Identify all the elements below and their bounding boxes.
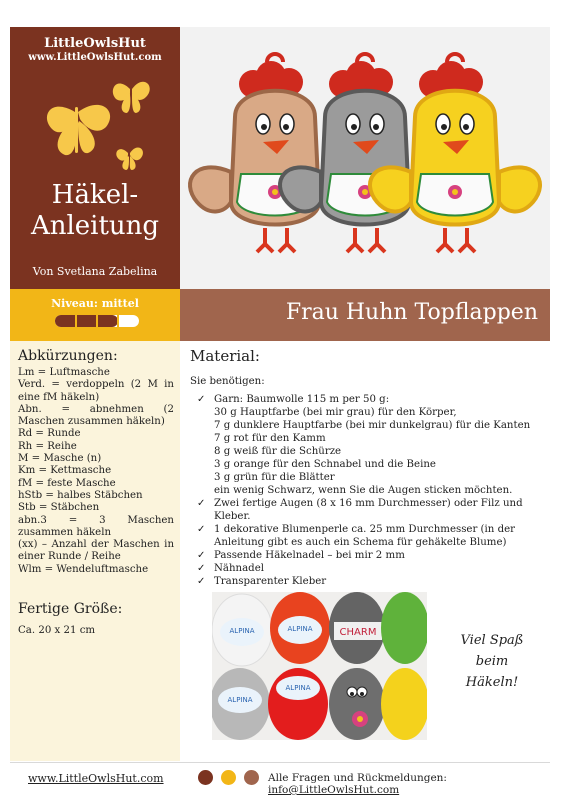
list-item [197, 549, 542, 562]
chicken-potholders-photo [180, 27, 550, 289]
yarn-label: ALPINA [227, 696, 253, 704]
abbreviations-panel [10, 341, 180, 761]
material-item: Zwei fertige Augen (8 x 16 mm Durchmesser) oder Filz und Kleber. [214, 498, 523, 522]
title-line-1: Häkel- [51, 180, 139, 210]
yarn-label: CHARM [339, 627, 377, 638]
yarn-photo [212, 592, 427, 740]
material-heading: Material: [190, 347, 260, 365]
yarn-heading: Garn: Baumwolle 115 m per 50 g: [214, 394, 390, 405]
yarn-label: ALPINA [285, 684, 311, 692]
footer-contact [268, 772, 561, 796]
level-indicator [54, 313, 140, 329]
check-icon: ✓ [197, 394, 206, 405]
list-item: Wlm = Wendeluftmasche [18, 563, 149, 575]
list-item: Lm = Luftmasche [18, 367, 110, 378]
list-item [197, 393, 542, 497]
brand-panel [10, 27, 180, 289]
note-line: beim [475, 654, 509, 669]
check-icon: ✓ [197, 498, 206, 509]
list-item [197, 575, 542, 588]
author: Von Svetlana Zabelina [32, 265, 158, 278]
material-list [197, 393, 542, 588]
viel-spass-note [448, 630, 536, 693]
butterfly-small-icon [113, 82, 150, 113]
list-item [197, 562, 542, 575]
list-item: abn.3 = 3 Maschen zusammen häkeln [18, 514, 174, 538]
title-line-2: Anleitung [30, 211, 160, 241]
check-icon: ✓ [197, 524, 206, 535]
check-icon: ✓ [197, 550, 206, 561]
difficulty-level [10, 289, 180, 341]
list-item [197, 523, 542, 549]
check-icon: ✓ [197, 576, 206, 587]
abbreviations-list [18, 367, 174, 576]
list-item: Km = Kettmasche [18, 465, 112, 477]
size-value: Ca. 20 x 21 cm [18, 625, 96, 636]
note-line: Häkeln! [465, 675, 519, 690]
yarn-label: ALPINA [229, 627, 255, 635]
yarn-line: 3 g grün für die Blätter [214, 472, 335, 483]
level-label: Niveau: mittel [51, 297, 139, 310]
list-item [197, 497, 542, 523]
level-fill [55, 315, 118, 327]
color-dot [244, 770, 259, 785]
list-item: Rh = Reihe [18, 440, 77, 452]
material-intro: Sie benötigen: [190, 376, 265, 387]
list-item: M = Masche (n) [18, 453, 102, 465]
yarn-line: 30 g Hauptfarbe (bei mir grau) für den Körper, [214, 407, 457, 418]
list-item: fM = feste Masche [18, 477, 116, 489]
yarn-line: 7 g rot für den Kamm [214, 433, 326, 444]
page-title [10, 180, 180, 242]
yarn-line: 3 g orange für den Schnabel und die Beine [214, 459, 436, 470]
butterfly-large-icon [47, 105, 110, 155]
footer-divider [10, 762, 550, 763]
footer-site-link[interactable]: www.LittleOwlsHut.com [28, 772, 164, 785]
size-heading: Fertige Größe: [18, 601, 123, 617]
product-title: Frau Huhn Topflappen [285, 300, 538, 325]
butterfly-tiny-icon [116, 147, 143, 170]
list-item: Abn. = abnehmen (2 Maschen zusammen häkeln) [18, 403, 174, 428]
brand-url: www.LittleOwlsHut.com [28, 52, 162, 63]
list-item: Stb = Stäbchen [18, 502, 100, 514]
material-item: Transparenter Kleber [214, 576, 327, 587]
list-item: Verd. = verdoppeln (2 M in eine fM häkeln) [18, 379, 174, 403]
butterflies-illustration [40, 67, 160, 177]
material-item: 1 dekorative Blumenperle ca. 25 mm Durchmesser (in der Anleitung gibt es auch ein Schema für gehäkelte Blume) [214, 524, 516, 548]
list-item: Rd = Runde [18, 428, 81, 440]
color-dot [221, 770, 236, 785]
material-item: Passende Häkelnadel – bei mir 2 mm [214, 550, 405, 561]
list-item: (xx) – Anzahl der Maschen in einer Runde / Reihe [18, 539, 174, 563]
color-dot [198, 770, 213, 785]
yarn-line: 7 g dunklere Hauptfarbe (bei mir dunkelgrau) für die Kanten [214, 420, 531, 431]
contact-label: Alle Fragen und Rückmeldungen: [268, 772, 447, 784]
note-line: Viel Spaß [460, 633, 524, 648]
check-icon: ✓ [197, 563, 206, 574]
email-link[interactable]: info@LittleOwlsHut.com [268, 784, 400, 796]
brand-name: LittleOwlsHut [44, 36, 146, 51]
abbreviations-heading: Abkürzungen: [18, 348, 118, 364]
material-item: Nähnadel [214, 563, 264, 574]
list-item: hStb = halbes Stäbchen [18, 489, 143, 501]
yarn-line: 8 g weiß für die Schürze [214, 446, 342, 457]
yarn-label: ALPINA [287, 625, 313, 633]
yarn-line: ein wenig Schwarz, wenn Sie die Augen sticken möchten. [214, 485, 513, 496]
product-title-bar [180, 289, 550, 341]
